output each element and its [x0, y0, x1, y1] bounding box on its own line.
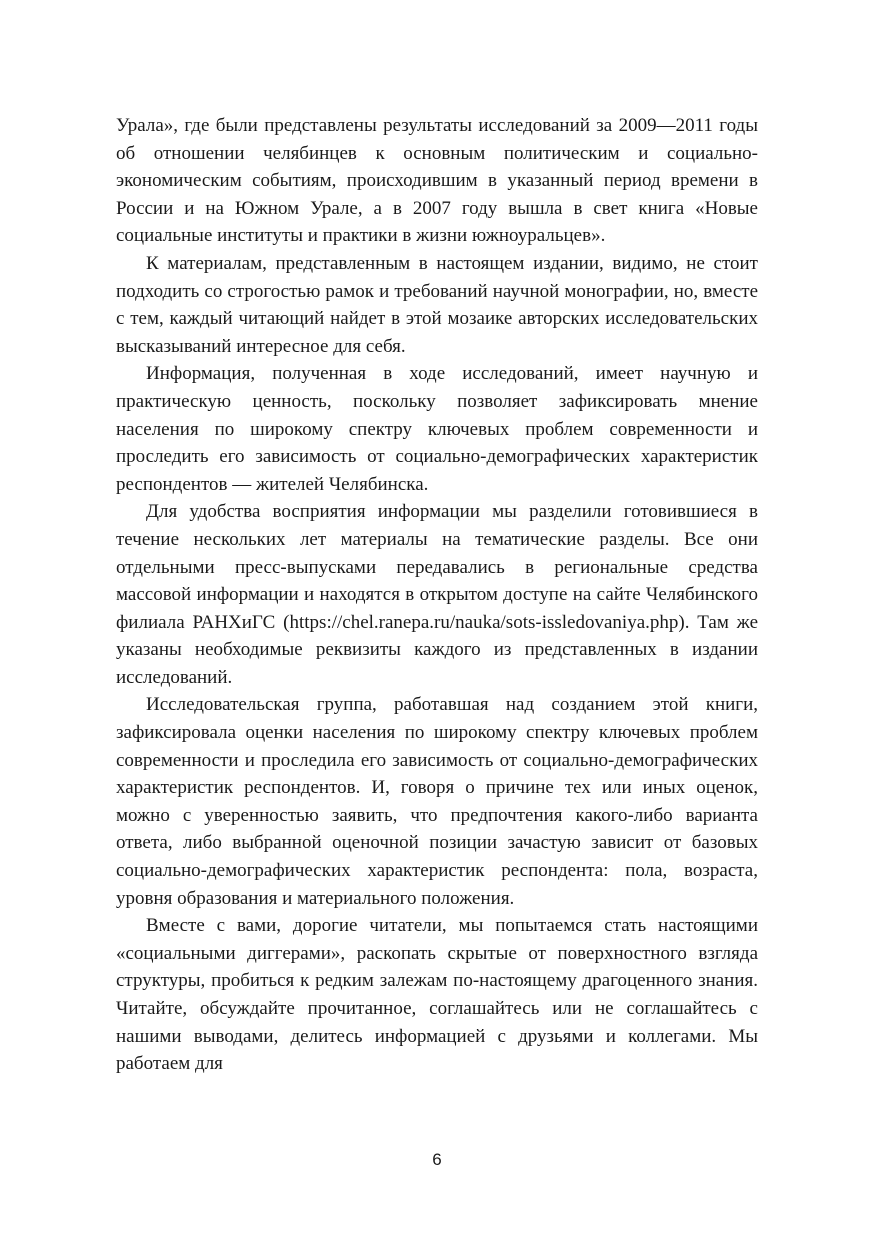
- paragraph-social-diggers: Вместе с вами, дорогие читатели, мы попытаемся стать настоящими «социальными диггерами», раскопать скрытые от поверхностного взгляда структуры, пробиться к редким залежам по-настоящему драгоценного знания. Читайте, обсуждайте прочитанное, соглашайтесь или не соглашайтесь с нашими выводами, делитесь информацией с друзьями и коллегами. Мы работаем для: [116, 915, 758, 1075]
- paragraph-continuation: Урала», где были представлены результаты исследований за 2009—2011 годы об отношении челябинцев к основным политическим и социально-экономическим событиям, происходившим в указанный период времени в России и на Южном Урале, а в 2007 году вышла в свет книга «Новые социальные институты и практики в жизни южноуральцев».: [116, 115, 758, 247]
- paragraph-information: Информация, полученная в ходе исследований, имеет научную и практическую ценность, поскольку позволяет зафиксировать мнение населения по широкому спектру ключевых проблем современности и проследить его зависимость от социально-демографических характеристик респондентов — жителей Челябинска.: [116, 363, 758, 495]
- paragraph-convenience: Для удобства восприятия информации мы разделили готовившиеся в течение нескольких лет материалы на тематические разделы. Все они отдельными пресс-выпусками передавались в региональные средства массовой информации и находятся в открытом доступе на сайте Челябинского филиала РАНХиГС (https://chel.ranepa.ru/nauka/sots-issledovaniya.php). Там же указаны необходимые реквизиты каждого из представленных в издании исследований.: [116, 501, 758, 688]
- page-number: 6: [432, 1150, 442, 1169]
- paragraph-research-group: Исследовательская группа, работавшая над созданием этой книги, зафиксировала оценки населения по широкому спектру ключевых проблем современности и проследила его зависимость от социально-демографических характеристик респондентов. И, говоря о причине тех или иных оценок, можно с уверенностью заявить, что предпочтения какого-либо варианта ответа, либо выбранной оценочной позиции зачастую зависит от базовых социально-демографических характеристик респондента: пола, возраста, уровня образования и материального положения.: [116, 694, 758, 909]
- page-body: [116, 112, 758, 1078]
- paragraph-materials: К материалам, представленным в настоящем издании, видимо, не стоит подходить со строгостью рамок и требований научной монографии, но, вместе с тем, каждый читающий найдет в этой мозаике авторских исследовательских высказываний интересное для себя.: [116, 252, 758, 357]
